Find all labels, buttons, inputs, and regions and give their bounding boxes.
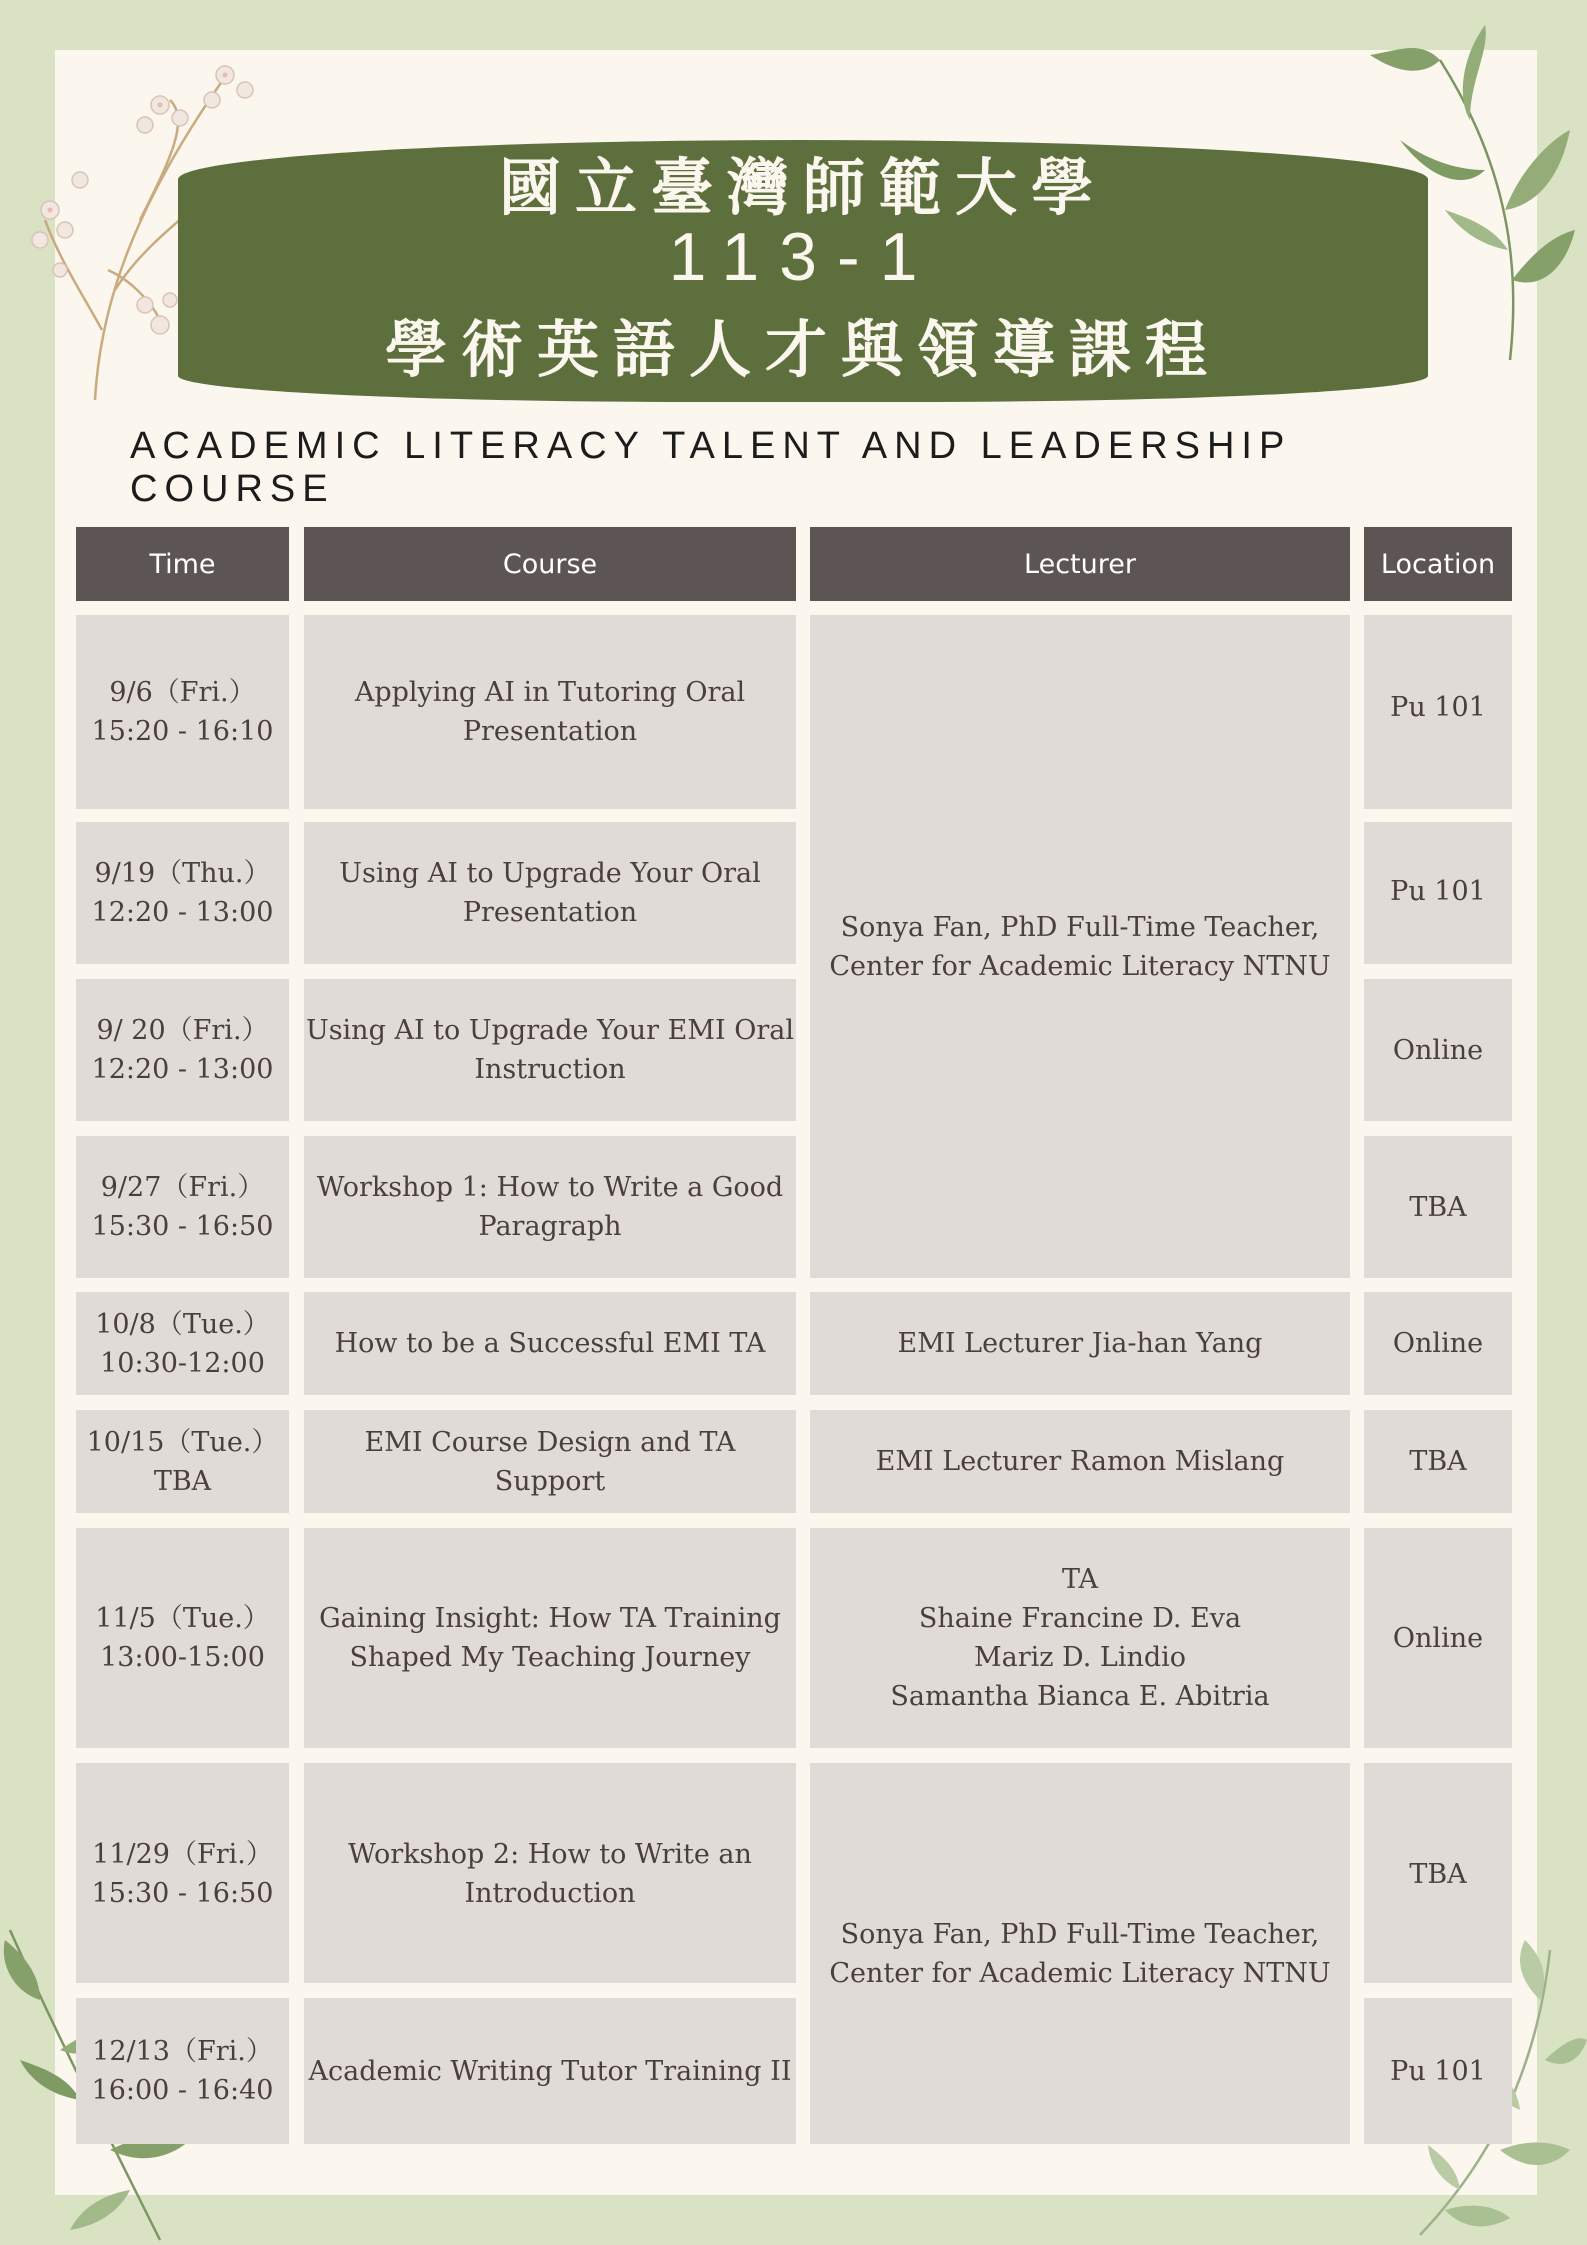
subtitle: ACADEMIC LITERACY TALENT AND LEADERSHIP COURSE — [130, 425, 1291, 510]
row-time: 10/8（Tue.） 10:30-12:00 — [76, 1292, 289, 1395]
lecturer-cell: TA Shaine Francine D. Eva Mariz D. Lindio Samantha Bianca E. Abitria — [810, 1528, 1350, 1748]
row-course: Academic Writing Tutor Training II — [304, 1998, 796, 2144]
row-course: Gaining Insight: How TA Training Shaped My Teaching Journey — [304, 1528, 796, 1748]
row-time: 9/6（Fri.） 15:20 - 16:10 — [76, 615, 289, 809]
row-time: 11/29（Fri.） 15:30 - 16:50 — [76, 1763, 289, 1983]
row-course: EMI Course Design and TA Support — [304, 1410, 796, 1513]
row-location: Pu 101 — [1364, 1998, 1512, 2144]
row-location: Pu 101 — [1364, 615, 1512, 809]
row-course: Workshop 1: How to Write a Good Paragraph — [304, 1136, 796, 1278]
row-time: 9/27（Fri.） 15:30 - 16:50 — [76, 1136, 289, 1278]
title-program: 學術英語人才與領導課程 — [384, 313, 1221, 386]
row-course: Using AI to Upgrade Your Oral Presentation — [304, 822, 796, 964]
row-location: TBA — [1364, 1763, 1512, 1983]
row-time: 9/ 20（Fri.） 12:20 - 13:00 — [76, 979, 289, 1121]
lecturer-cell: Sonya Fan, PhD Full-Time Teacher, Center for Academic Literacy NTNU — [810, 615, 1350, 1278]
title-university: 國立臺灣師範大學 — [498, 151, 1107, 224]
row-location: Pu 101 — [1364, 822, 1512, 964]
lecturer-cell: EMI Lecturer Jia-han Yang — [810, 1292, 1350, 1395]
row-location: Online — [1364, 1292, 1512, 1395]
header-location: Location — [1364, 527, 1512, 601]
row-location: TBA — [1364, 1136, 1512, 1278]
row-location: Online — [1364, 1528, 1512, 1748]
row-course: Applying AI in Tutoring Oral Presentation — [304, 615, 796, 809]
row-location: TBA — [1364, 1410, 1512, 1513]
row-course: How to be a Successful EMI TA — [304, 1292, 796, 1395]
title-term: 113-1 — [668, 219, 938, 295]
lecturer-cell: EMI Lecturer Ramon Mislang — [810, 1410, 1350, 1513]
row-time: 11/5（Tue.） 13:00-15:00 — [76, 1528, 289, 1748]
row-location: Online — [1364, 979, 1512, 1121]
row-time: 10/15（Tue.） TBA — [76, 1410, 289, 1513]
row-time: 12/13（Fri.） 16:00 - 16:40 — [76, 1998, 289, 2144]
header-lecturer: Lecturer — [810, 527, 1350, 601]
header-course: Course — [304, 527, 796, 601]
lecturer-cell: Sonya Fan, PhD Full-Time Teacher, Center for Academic Literacy NTNU — [810, 1763, 1350, 2144]
row-course: Workshop 2: How to Write an Introduction — [304, 1763, 796, 1983]
row-course: Using AI to Upgrade Your EMI Oral Instruction — [304, 979, 796, 1121]
header-time: Time — [76, 527, 289, 601]
row-time: 9/19（Thu.） 12:20 - 13:00 — [76, 822, 289, 964]
